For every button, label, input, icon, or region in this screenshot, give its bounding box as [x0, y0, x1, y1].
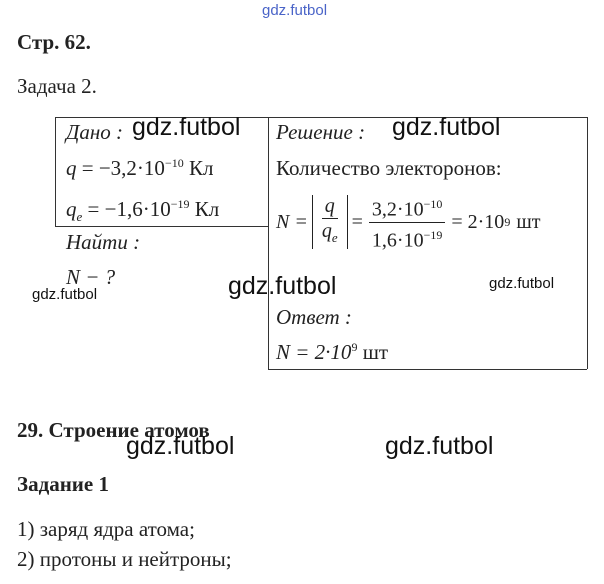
given-q: $q = -3,2\cdot 10^{-10}$ Кл	[66, 156, 214, 180]
find-expr: N − ?	[66, 265, 116, 289]
solution-formula: N = $\frac{q}{q_e}$ = $\frac{3,2\cdot 10^{-10}}{1,6\cdot 10^{-19}}$ = 2·10 9 шт	[276, 193, 540, 251]
solution-text: Количество электоронов:	[276, 156, 502, 180]
watermark: gdz.futbol	[385, 432, 494, 460]
solution-label: Решение :	[276, 120, 366, 144]
watermark: gdz.futbol	[392, 113, 501, 141]
given-label: Дано :	[66, 120, 124, 144]
answer-expr: $N = 2\cdot 10^9$ шт	[276, 340, 389, 364]
assignment-title: Задание 1	[17, 472, 109, 496]
answer-label: Ответ :	[276, 305, 352, 329]
watermark: gdz.futbol	[489, 275, 555, 292]
page-number: Стр. 62.	[17, 30, 91, 54]
list-item: 2) протоны и нейтроны;	[17, 547, 232, 571]
find-label: Найти :	[66, 230, 141, 254]
watermark: gdz.futbol	[228, 272, 337, 300]
task-title: Задача 2.	[17, 74, 97, 98]
list-item: 1) заряд ядра атома;	[17, 517, 195, 541]
watermark: gdz.futbol	[126, 432, 235, 460]
watermark: gdz.futbol	[132, 113, 241, 141]
given-qe: $q_e = -1,6\cdot 10^{-19}$ Кл	[66, 197, 220, 225]
watermark: gdz.futbol	[32, 286, 98, 303]
section-title: 29. Строение атомов	[17, 418, 210, 442]
watermark-top: gdz.futbol	[262, 2, 328, 19]
